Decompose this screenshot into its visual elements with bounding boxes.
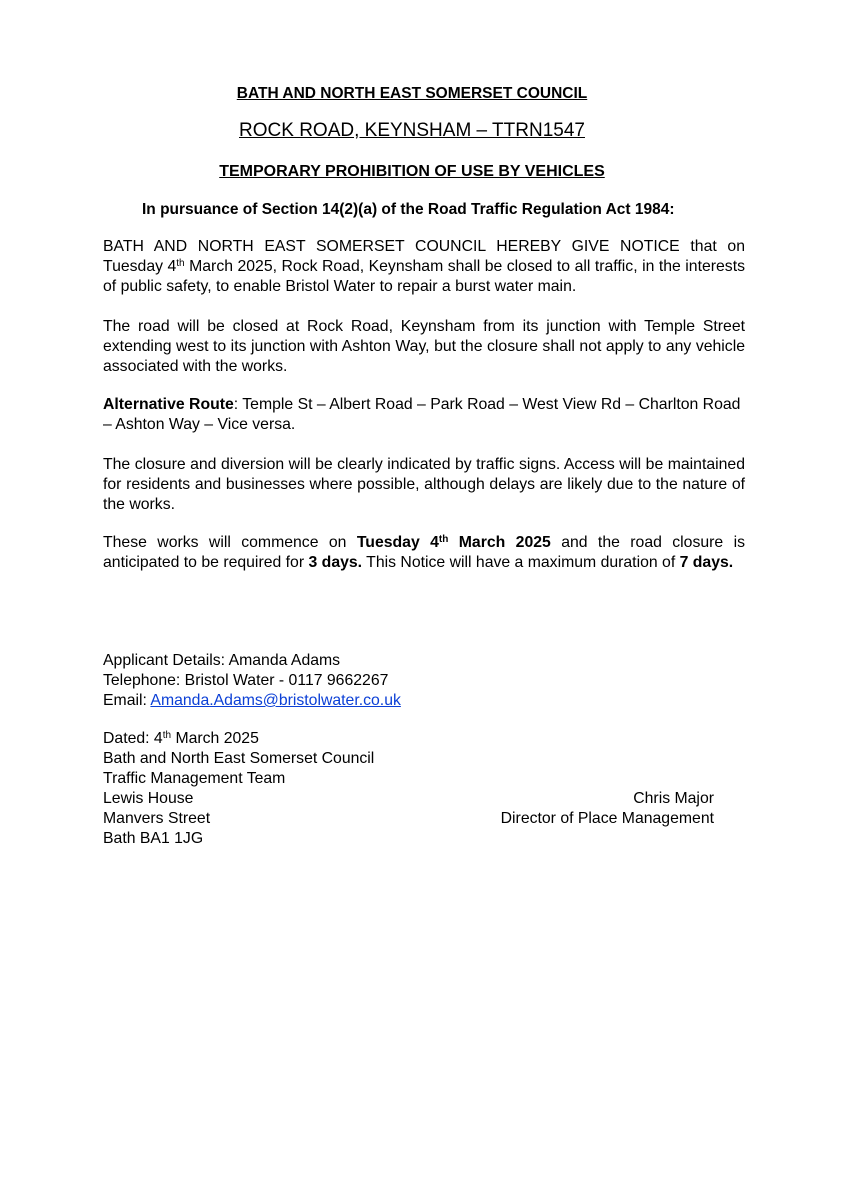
address-line: Manvers Street (103, 810, 211, 827)
p5-text-c: This Notice will have a maximum duration of (362, 554, 680, 571)
signatory-block (460, 789, 714, 829)
dated-block (103, 729, 374, 849)
notice-title: ROCK ROAD, KEYNSHAM – TTRN1547 (239, 120, 585, 141)
applicant-telephone: Telephone: Bristol Water - 0117 9662267 (103, 672, 389, 689)
alternative-route-text: : Temple St – Albert Road – Park Road – West View Rd – Charlton Road – Ashton Way – Vice versa. (103, 396, 741, 433)
dated-label: Dated: 4 (103, 730, 163, 747)
pursuance-statement: In pursuance of Section 14(2)(a) of the Road Traffic Regulation Act 1984: (142, 201, 675, 218)
notice-subtitle: TEMPORARY PROHIBITION OF USE BY VEHICLES (219, 163, 605, 180)
address-line: Traffic Management Team (103, 770, 286, 787)
alternative-route-paragraph (103, 395, 745, 435)
address-line: Bath BA1 1JG (103, 830, 204, 847)
p5-max-duration: 7 days. (679, 554, 734, 571)
p5-closure-days: 3 days. (308, 554, 363, 571)
email-link[interactable]: Amanda.Adams@bristolwater.co.uk (150, 692, 401, 709)
applicant-email-line (103, 691, 401, 711)
p5-date-b: March 2025 (448, 534, 551, 551)
p1-text-b: March 2025, Rock Road, Keynsham shall be closed to all traffic, in the interests of public safety, to enable Bristol Water to repair a burst water main. (103, 258, 745, 295)
alternative-route-label: Alternative Route (103, 396, 234, 413)
notice-paragraph-1 (103, 237, 745, 297)
works-duration-paragraph (103, 533, 745, 573)
notice-paragraph-2: The road will be closed at Rock Road, Keynsham from its junction with Temple Street extending west to its junction with Ashton Way, but the closure shall not apply to any vehicle associated with the works. (103, 318, 745, 375)
address-line: Lewis House (103, 790, 194, 807)
p5-start-date (357, 534, 551, 551)
applicant-name: Applicant Details: Amanda Adams (103, 652, 341, 669)
p1-ordinal: th (176, 258, 185, 269)
p5-text-b: and the road closure is anticipated to be required for (103, 534, 745, 571)
notice-paragraph-4: The closure and diversion will be clearly indicated by traffic signs. Access will be maintained for residents and businesses where possible, although delays are likely due to the nature of the works. (103, 456, 745, 513)
dated-rest: March 2025 (171, 730, 259, 747)
email-label: Email: (103, 692, 151, 709)
signatory-name: Chris Major (633, 790, 714, 807)
address-line: Bath and North East Somerset Council (103, 750, 375, 767)
signatory-role: Director of Place Management (500, 810, 714, 827)
p5-date-a: Tuesday 4 (356, 534, 439, 551)
p5-text-a: These works will commence on (103, 534, 357, 551)
p1-text-a: BATH AND NORTH EAST SOMERSET COUNCIL HEREBY GIVE NOTICE that on Tuesday 4 (103, 238, 745, 275)
council-heading: BATH AND NORTH EAST SOMERSET COUNCIL (236, 85, 588, 102)
p5-ordinal: th (438, 534, 449, 545)
applicant-details (103, 651, 401, 711)
dated-ordinal: th (162, 730, 172, 741)
dated-line (103, 729, 374, 749)
